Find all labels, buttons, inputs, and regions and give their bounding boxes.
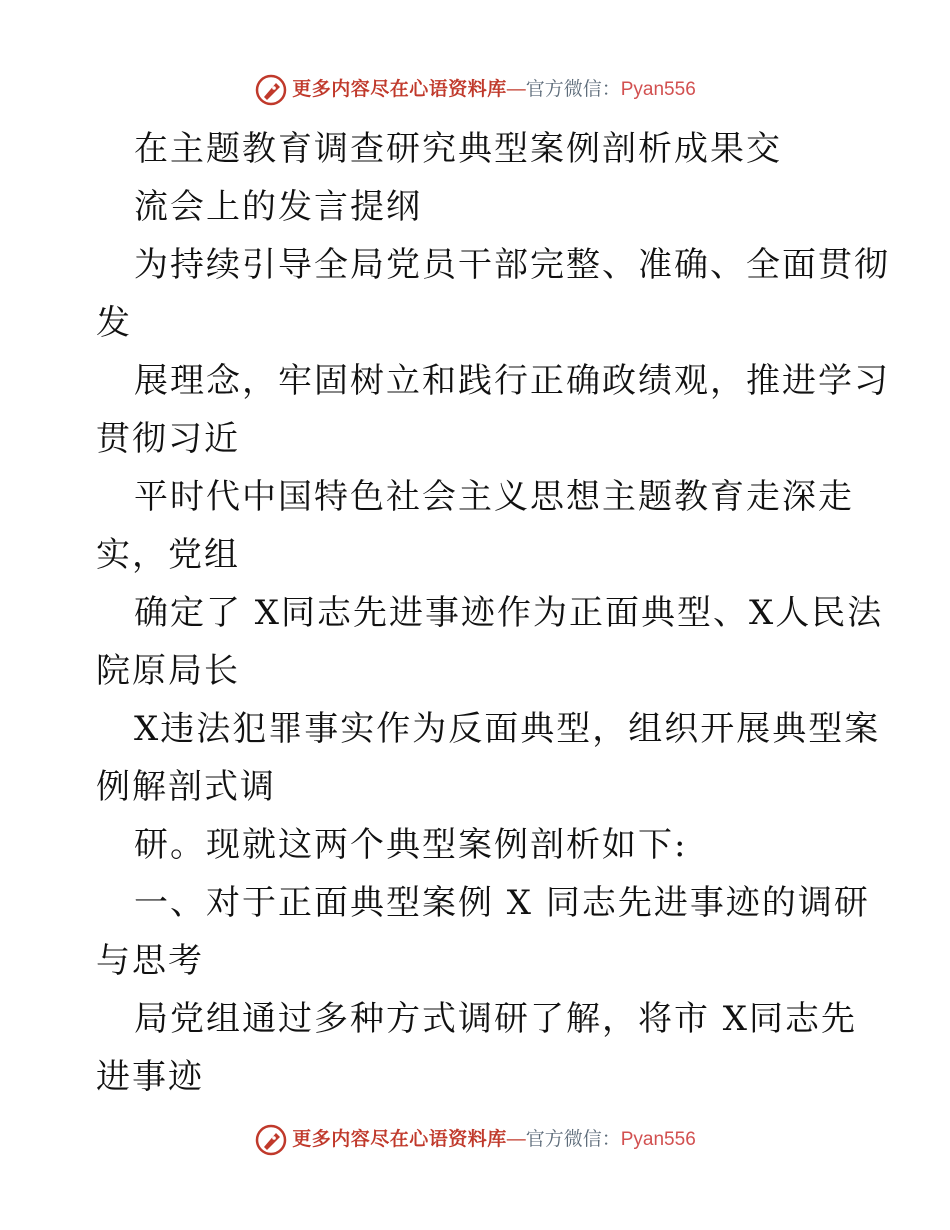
watermark-text: 更多内容尽在心语资料库: [292, 1129, 507, 1150]
watermark-label: 官方微信：: [525, 79, 621, 100]
watermark-banner-top: [0, 72, 950, 108]
text-line: 在主题教育调查研究典型案例剖析成果交: [134, 129, 782, 169]
watermark-id: Pyan556: [620, 1129, 696, 1150]
text-line: 一、对于正面典型案例 X 同志先进事迹的调研: [134, 883, 870, 923]
watermark-id: Pyan556: [620, 79, 696, 100]
text-line: 确定了 X同志先进事迹作为正面典型、X人民法: [134, 593, 884, 633]
text-line: 流会上的发言提纲: [134, 187, 422, 227]
text-line: 局党组通过多种方式调研了解，将市 X同志先: [134, 999, 858, 1039]
watermark-dash: —: [506, 79, 526, 100]
watermark-banner-bottom: [0, 1122, 950, 1158]
text-line: X违法犯罪事实作为反面典型，组织开展典型案: [134, 709, 881, 749]
watermark-label: 官方微信：: [525, 1129, 621, 1150]
text-line: 研。现就这两个典型案例剖析如下:: [134, 825, 688, 865]
text-line: 平时代中国特色社会主义思想主题教育走深走: [134, 477, 854, 517]
text-line: 贯彻习近: [96, 419, 240, 459]
watermark-text: 更多内容尽在心语资料库: [292, 79, 507, 100]
watermark-dash: —: [506, 1129, 526, 1150]
text-line: 展理念，牢固树立和践行正确政绩观，推进学习: [134, 361, 890, 401]
document-body: [96, 120, 890, 1106]
text-line: 进事迹: [96, 1057, 204, 1097]
text-line: 实，党组: [96, 535, 240, 575]
pen-nib-icon: [254, 73, 288, 107]
text-line: 例解剖式调: [96, 767, 276, 807]
pen-nib-icon: [254, 1123, 288, 1157]
text-line: 与思考: [96, 941, 204, 981]
text-line: 院原局长: [96, 651, 240, 691]
text-line: 为持续引导全局党员干部完整、准确、全面贯彻: [134, 245, 890, 285]
text-line: 发: [96, 303, 132, 343]
